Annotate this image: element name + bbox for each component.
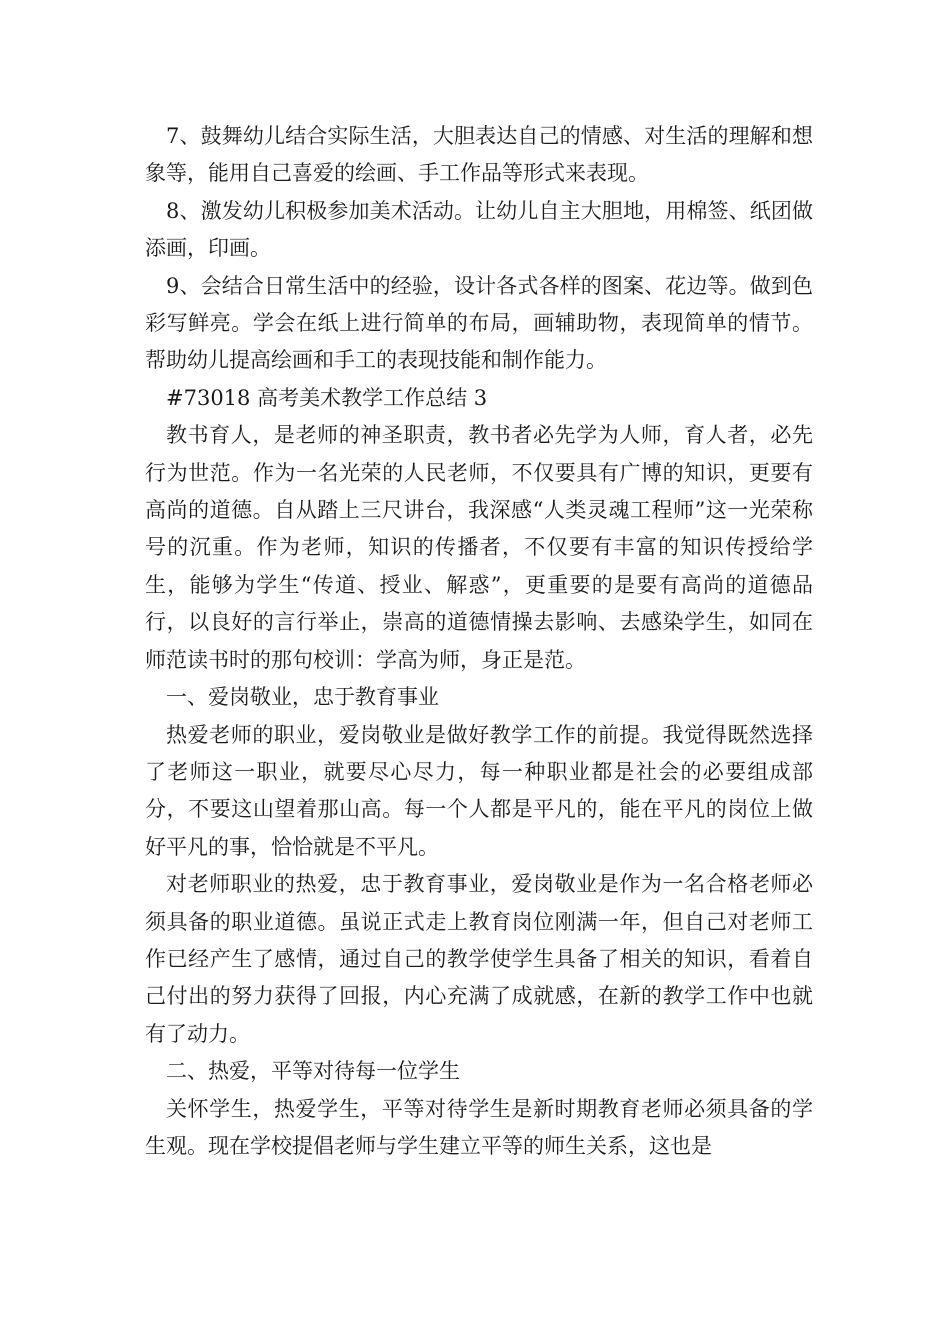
paragraph-item-8: 8、激发幼儿积极参加美术活动。让幼儿自主大胆地，用棉签、纸团做添画，印画。 — [145, 198, 813, 261]
paragraph-section-2a: 关怀学生，热爱学生，平等对待学生是新时期教育老师必须具备的学生观。现在学校提倡老师与学生建立平等的师生关系，这也是 — [145, 1096, 813, 1158]
document-page — [145, 118, 813, 1165]
paragraph-item-9: 9、会结合日常生活中的经验，设计各式各样的图案、花边等。做到色彩写鲜亮。学会在纸上进行简单的布局，画辅助物，表现简单的情节。帮助幼儿提高绘画和手工的表现技能和制作能力。 — [145, 273, 813, 373]
section-title: #73018 高考美术教学工作总结 3 — [166, 385, 488, 410]
section-heading-2: 二、热爱，平等对待每一位学生 — [166, 1059, 460, 1084]
paragraph-item-7: 7、鼓舞幼儿结合实际生活，大胆表达自己的情感、对生活的理解和想象等，能用自己喜爱的绘画、手工作品等形式来表现。 — [145, 124, 813, 186]
paragraph-intro: 教书育人，是老师的神圣职责，教书者必先学为人师，育人者，必先行为世范。作为一名光荣的人民老师，不仅要具有广博的知识，更要有高尚的道德。自从踏上三尺讲台，我深感“人类灵魂工程师”这一光荣称号的沉重。作为老师，知识的传播者，不仅要有丰富的知识传授给学生，能够为学生“传道、授业、解惑”，更重要的是要有高尚的道德品行，以良好的言行举止，崇高的道德情操去影响、去感染学生，如同在师范读书时的那句校训：学高为师，身正是范。 — [145, 423, 813, 672]
paragraph-section-1a: 热爱老师的职业，爱岗敬业是做好教学工作的前提。我觉得既然选择了老师这一职业，就要尽心尽力，每一种职业都是社会的必要组成部分，不要这山望着那山高。每一个人都是平凡的，能在平凡的岗位上做好平凡的事，恰恰就是不平凡。 — [145, 722, 813, 859]
section-heading-1: 一、爱岗敬业，忠于教育事业 — [166, 685, 439, 710]
paragraph-section-1b: 对老师职业的热爱，忠于教育事业，爱岗敬业是作为一名合格老师必须具备的职业道德。虽说正式走上教育岗位刚满一年，但自己对老师工作已经产生了感情，通过自己的教学使学生具备了相关的知识，看着自己付出的努力获得了回报，内心充满了成就感，在新的教学工作中也就有了动力。 — [145, 872, 813, 1046]
